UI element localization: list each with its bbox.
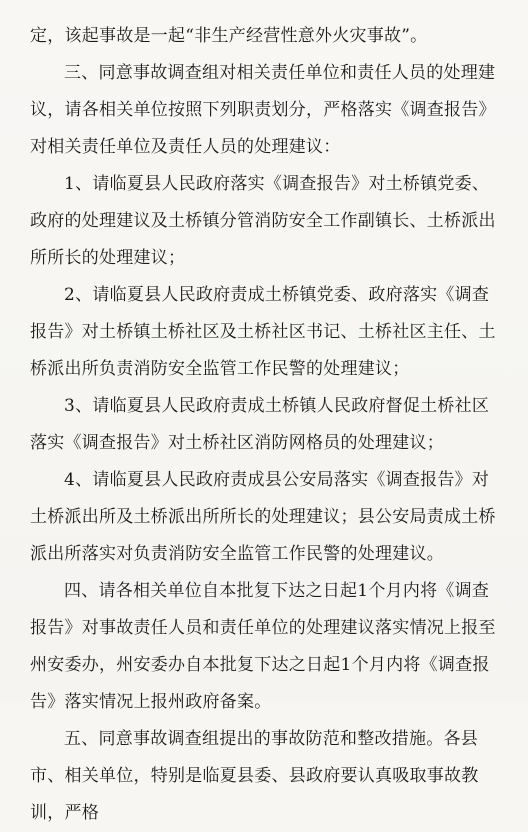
- paragraph-item-1: 1、请临夏县人民政府落实《调查报告》对土桥镇党委、政府的处理建议及土桥镇分管消防安全工作副镇长、土桥派出所所长的处理建议；: [30, 174, 496, 268]
- document-body: [30, 18, 498, 832]
- paragraph-conclusion: 定，该起事故是一起“非生产经营性意外火灾事故”。: [30, 26, 428, 46]
- paragraph-item-3: 3、请临夏县人民政府责成土桥镇人民政府督促土桥社区落实《调查报告》对土桥社区消防网格员的处理建议；: [30, 396, 490, 453]
- paragraph-section-four: 四、请各相关单位自本批复下达之日起1个月内将《调查报告》对事故责任人员和责任单位的处理建议落实情况上报至州安委办，州安委办自本批复下达之日起1个月内将《调查报告》落实情况上报州政府备案。: [30, 581, 496, 712]
- paragraph-item-2: 2、请临夏县人民政府责成土桥镇党委、政府落实《调查报告》对土桥镇土桥社区及土桥社区书记、土桥社区主任、土桥派出所负责消防安全监管工作民警的处理建议；: [30, 285, 496, 379]
- paragraph-item-4: 4、请临夏县人民政府责成县公安局落实《调查报告》对土桥派出所及土桥派出所所长的处理建议；县公安局责成土桥派出所落实对负责消防安全监管工作民警的处理建议。: [30, 470, 496, 564]
- paragraph-section-five: 五、同意事故调查组提出的事故防范和整改措施。各县市、相关单位，特别是临夏县委、县政府要认真吸取事故教训，严格: [30, 729, 479, 823]
- paragraph-section-three: 三、同意事故调查组对相关责任单位和责任人员的处理建议，请各相关单位按照下列职责划分，严格落实《调查报告》对相关责任单位及责任人员的处理建议：: [30, 63, 496, 157]
